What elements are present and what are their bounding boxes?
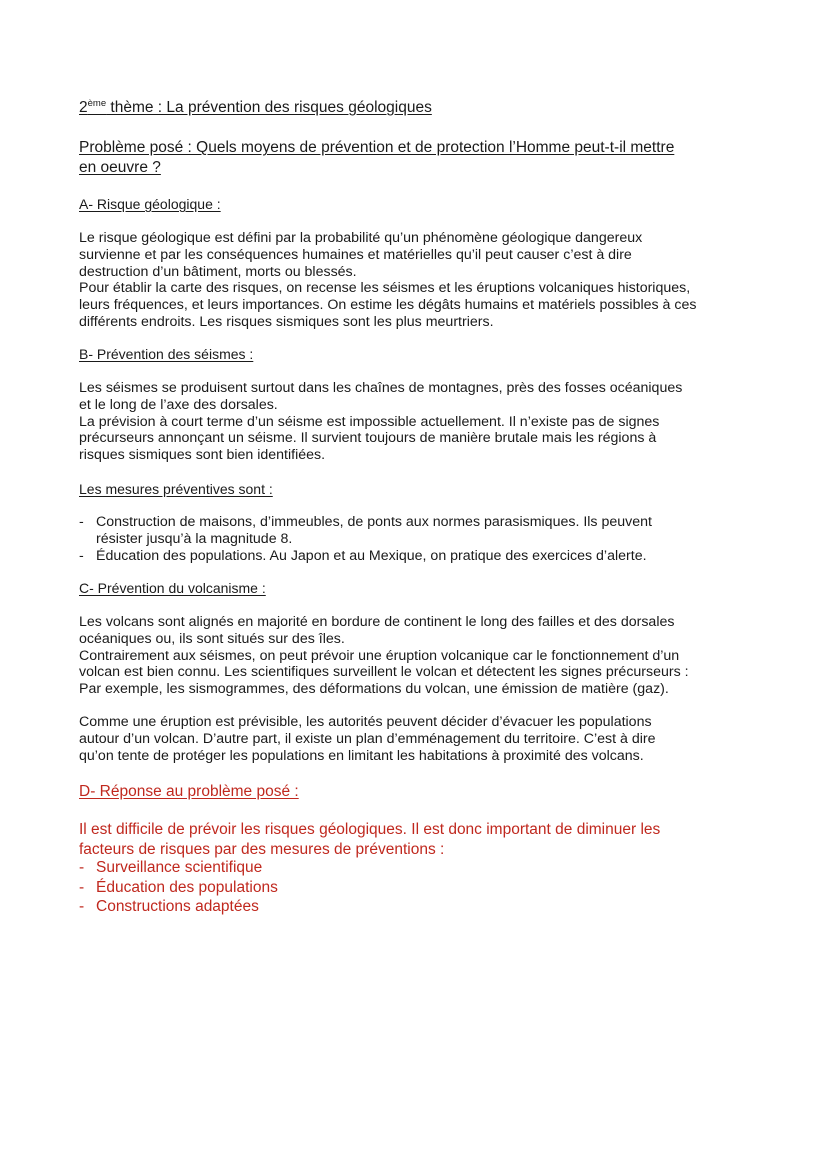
probleme-line-1: Problème posé : Quels moyens de prévention et de protection l’Homme peut-t-il mettre <box>79 139 675 156</box>
probleme-line-2: en oeuvre ? <box>79 159 161 176</box>
list-item: - Éducation des populations. Au Japon et au Mexique, on pratique des exercices d’alerte. <box>79 547 647 564</box>
section-a-title: A- Risque géologique : <box>79 196 221 212</box>
section-c-paragraph-1: Les volcans sont alignés en majorité en bordure de continent le long des failles et des dorsales océaniques ou, ils sont situés sur des îles. Contrairement aux séismes, on peut prévoir une éruption volcanique car le fonctionnement d’un volcan est bien connu. Les scientifiques surveillent le volcan et détectent les signes précurseurs : Par exemple, les sismogrammes, des déformations du volcan, une émission de matière (gaz). <box>79 614 689 698</box>
dash-bullet: - <box>79 898 85 915</box>
section-d-paragraph: Il est difficile de prévoir les risques géologiques. Il est donc important de diminuer les facteurs de risques par des mesures de préventions : <box>79 821 661 858</box>
section-b-title: B- Prévention des séismes : <box>79 346 254 362</box>
dash-bullet: - <box>79 859 85 876</box>
mesures-list <box>79 514 759 564</box>
mesures-title: Les mesures préventives sont : <box>79 481 273 497</box>
theme-superscript: ème <box>87 98 107 109</box>
list-item: - Construction de maisons, d’immeubles, de ponts aux normes parasismiques. Ils peuvent résister jusqu’à la magnitude 8. <box>79 514 652 547</box>
list-item: - Surveillance scientifique <box>79 859 263 876</box>
probleme-heading <box>79 138 779 178</box>
dash-bullet: - <box>79 547 84 564</box>
dash-bullet: - <box>79 878 85 896</box>
list-item: - Constructions adaptées <box>79 898 259 915</box>
section-d-list <box>79 858 759 917</box>
theme-number: 2 <box>79 99 88 116</box>
theme-heading <box>79 98 759 118</box>
section-d-title: D- Réponse au problème posé : <box>79 783 299 800</box>
section-c-title: C- Prévention du volcanisme : <box>79 580 266 596</box>
section-b-paragraph: Les séismes se produisent surtout dans les chaînes de montagnes, près des fosses océaniques et le long de l’axe des dorsales. La prévision à court terme d’un séisme est impossible actuellement. Il n’existe pas de signes précurseurs annonçant un séisme. Il survient toujours de manière brutale mais les régions à risques sismiques sont bien identifiées. <box>79 380 683 464</box>
theme-title: thème : La prévention des risques géologiques <box>106 99 432 116</box>
dash-bullet: - <box>79 514 84 530</box>
list-item: - Éducation des populations <box>79 878 278 896</box>
section-a-paragraph-1: Le risque géologique est défini par la probabilité qu’un phénomène géologique dangereux survienne et par les conséquences humaines et matérielles qu’il peut causer c’est à dire destruction d’un bâtiment, morts ou blessés. Pour établir la carte des risques, on recense les séismes et les éruptions volcaniques historiques, leurs fréquences, et leurs importances. On estime les dégâts humains et matériels possibles à ces différents endroits. Les risques sismiques sont les plus meurtriers. <box>79 230 697 330</box>
section-c-paragraph-2: Comme une éruption est prévisible, les autorités peuvent décider d’évacuer les populations autour d’un volcan. D’autre part, il existe un plan d’emménagement du territoire. C’est à dire qu’on tente de protéger les populations en limitant les habitations à proximité des volcans. <box>79 714 656 764</box>
